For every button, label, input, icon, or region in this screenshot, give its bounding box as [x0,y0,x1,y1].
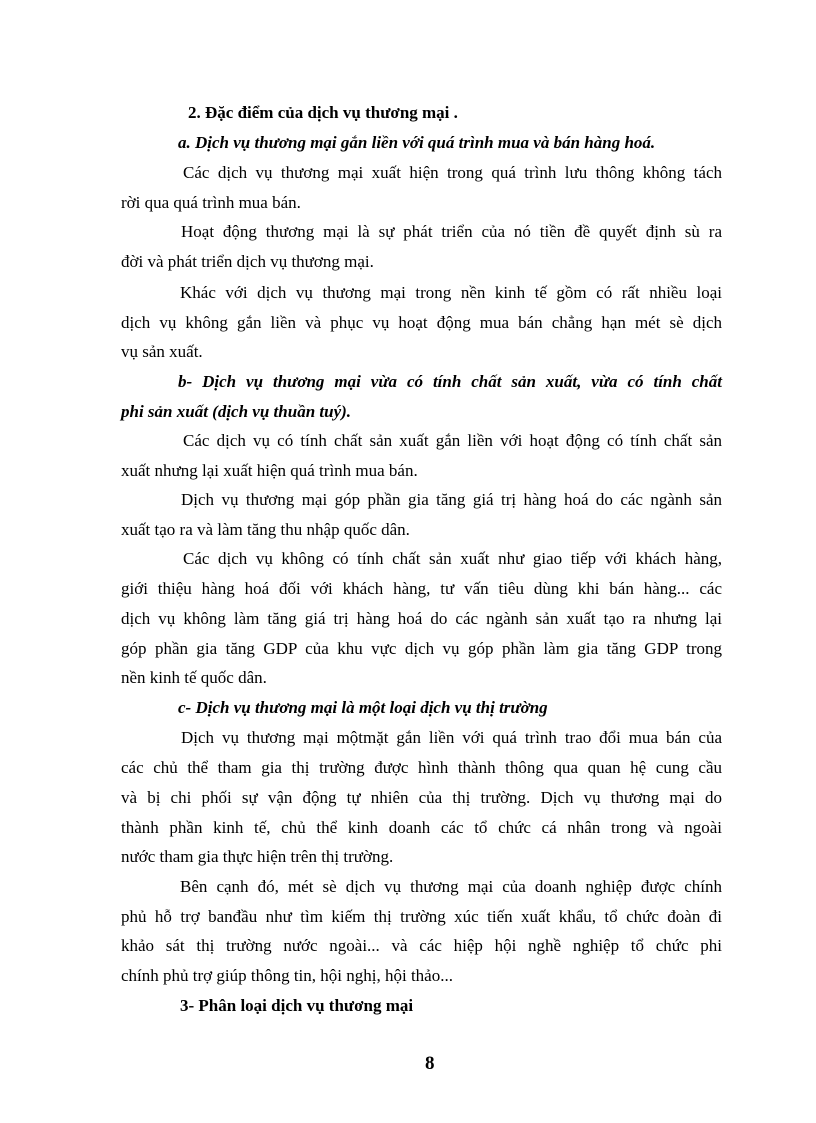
subheading-b-continued: phi sản xuất (dịch vụ thuần tuý). [121,402,352,421]
paragraph-line: thành phần kinh tế, chủ thể kinh doanh các tổ chức cá nhân trong và ngoài [121,818,722,837]
paragraph-line: góp phần gia tăng GDP của khu vực dịch vụ góp phần làm gia tăng GDP trong [121,639,722,658]
paragraph-line: Các dịch vụ thương mại xuất hiện trong quá trình lưu thông không tách [183,163,722,182]
paragraph-line: đời và phát triển dịch vụ thương mại. [121,252,374,271]
paragraph-line: và bị chi phối sự vận động tự nhiên của thị trường. Dịch vụ thương mại do [121,788,722,807]
paragraph-line: dịch vụ không gắn liền và phục vụ hoạt động mua bán chẳng hạn mét sè dịch [121,313,722,332]
paragraph-line: Bên cạnh đó, mét sè dịch vụ thương mại của doanh nghiệp được chính [180,877,722,896]
paragraph-line: Các dịch vụ có tính chất sản xuất gắn liền với hoạt động có tính chất sản [183,431,722,450]
paragraph-line: giới thiệu hàng hoá đối với khách hàng, tư vấn tiêu dùng khi bán hàng... các [121,579,722,598]
section-heading-2: 2. Đặc điểm của dịch vụ thương mại . [188,103,458,122]
paragraph-line: khảo sát thị trường nước ngoài... và các hiệp hội nghề nghiệp tổ chức phi [121,936,722,955]
paragraph-line: các chủ thể tham gia thị trường được hình thành thông qua quan hệ cung cầu [121,758,722,777]
paragraph-line: Khác với dịch vụ thương mại trong nền kinh tế gồm có rất nhiều loại [180,283,722,302]
subheading-b: b- Dịch vụ thương mại vừa có tính chất sản xuất, vừa có tính chất [178,372,722,391]
paragraph-line: xuất tạo ra và làm tăng thu nhập quốc dân. [121,520,410,539]
paragraph-line: rời qua quá trình mua bán. [121,193,301,212]
paragraph-line: vụ sản xuất. [121,342,203,361]
subheading-c: c- Dịch vụ thương mại là một loại dịch vụ thị trường [178,698,548,717]
paragraph-line: Dịch vụ thương mại góp phần gia tăng giá trị hàng hoá do các ngành sản [181,490,722,509]
paragraph-line: chính phủ trợ giúp thông tin, hội nghị, hội thảo... [121,966,453,985]
paragraph-line: phủ hỗ trợ banđầu như tìm kiếm thị trường xúc tiến xuất khẩu, tổ chức đoàn đi [121,907,722,926]
page-number: 8 [425,1053,435,1074]
paragraph-line: dịch vụ không làm tăng giá trị hàng hoá do các ngành sản xuất tạo ra nhưng lại [121,609,722,628]
paragraph-line: nền kinh tế quốc dân. [121,668,267,687]
paragraph-line: Các dịch vụ không có tính chất sản xuất như giao tiếp với khách hàng, [183,549,722,568]
subheading-a: a. Dịch vụ thương mại gắn liền với quá trình mua và bán hàng hoá. [178,133,656,152]
paragraph-line: xuất nhưng lại xuất hiện quá trình mua bán. [121,461,418,480]
section-heading-3: 3- Phân loại dịch vụ thương mại [180,996,414,1015]
paragraph-line: nước tham gia thực hiện trên thị trường. [121,847,394,866]
paragraph-line: Hoạt động thương mại là sự phát triển của nó tiền đề quyết định sù ra [181,222,722,241]
paragraph-line: Dịch vụ thương mại mộtmặt gắn liền với quá trình trao đổi mua bán của [181,728,722,747]
